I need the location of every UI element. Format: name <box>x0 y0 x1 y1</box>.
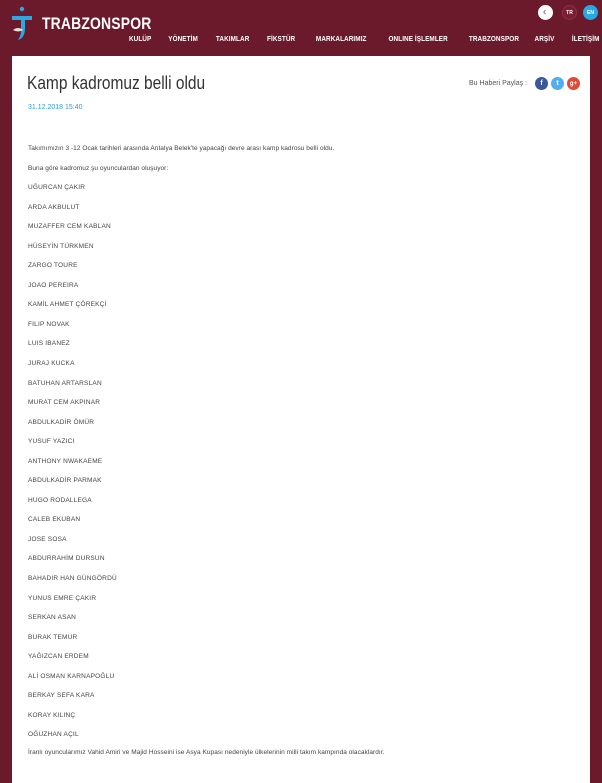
article-date: 31.12.2018 15:40 <box>28 104 83 111</box>
lang-tr-button[interactable]: TR <box>562 5 577 20</box>
player-list-item: CALEB EKUBAN <box>28 516 81 524</box>
player-list-item: KAMİL AHMET ÇÖREKÇİ <box>28 301 107 309</box>
nav-item-yonetim[interactable]: YÖNETİM <box>168 34 199 43</box>
facebook-share-icon[interactable]: f <box>535 77 548 90</box>
player-list-item: ABDULKADİR PARMAK <box>28 477 102 485</box>
player-list-item: MURAT CEM AKPINAR <box>28 399 101 407</box>
player-list-item: YAĞIZCAN ERDEM <box>28 653 89 661</box>
lang-en-button[interactable]: EN <box>583 5 598 20</box>
site-header <box>0 0 602 56</box>
nav-item-markalarimiz[interactable]: MARKALARIMIZ <box>315 34 367 43</box>
player-list-item: JOSE SOSA <box>28 535 67 543</box>
club-crest-icon <box>10 6 34 42</box>
player-list-item: YUSUF YAZICI <box>28 438 75 446</box>
player-list-item: JURAJ KUCKA <box>28 359 75 367</box>
article-footer: İranlı oyuncularımız Vahid Amiri ve Majid Hosseini ise Asya Kupası nedeniyle ülkelerinin milli takım kampında olacaklardır. <box>28 749 385 756</box>
article-intro: Takımımızın 3 -12 Ocak tarihleri arasında Antalya Belek'te yapacağı devre arası kamp kadrosu belli oldu. <box>28 145 335 152</box>
player-list-item: ABDURRAHİM DURSUN <box>28 555 105 563</box>
nav-item-fikstur[interactable]: FİKSTÜR <box>266 34 295 43</box>
share-label: Bu Haberi Paylaş : <box>469 80 527 87</box>
player-list-item: HÜSEYİN TÜRKMEN <box>28 242 94 250</box>
player-list-item: UĞURCAN ÇAKIR <box>28 184 86 191</box>
player-list-item: ABDULKADİR ÖMÜR <box>28 418 95 426</box>
player-list-item: ARDA AKBULUT <box>28 203 80 211</box>
article-lead: Buna göre kadromuz şu oyunculardan oluşuyor: <box>28 165 169 172</box>
player-list-item: MUZAFFER CEM KABLAN <box>28 223 111 231</box>
player-list-item: SERKAN ASAN <box>28 614 77 622</box>
share-bar <box>469 77 580 90</box>
player-list-item: KORAY KILINÇ <box>28 711 76 719</box>
player-list-item: ANTHONY NWAKAEME <box>28 457 103 465</box>
logo-text: TRABZONSPOR <box>42 14 152 33</box>
nav-item-kulup[interactable]: KULÜP <box>128 34 152 43</box>
main-nav <box>113 34 599 43</box>
player-list-item: ZARGO TOURE <box>28 262 78 270</box>
player-list-item: BERKAY SEFA KARA <box>28 692 95 700</box>
nav-item-takimlar[interactable]: TAKIMLAR <box>216 34 250 43</box>
nav-item-iletisim[interactable]: İLETİŞİM <box>571 34 599 43</box>
article-title: Kamp kadromuz belli oldu <box>27 73 206 93</box>
player-list-item: BAHADIR HAN GÜNGÖRDÜ <box>28 575 117 582</box>
nav-item-arsiv[interactable]: ARŞİV <box>534 34 555 43</box>
google-plus-share-icon[interactable]: g+ <box>567 77 580 90</box>
article-panel <box>12 56 590 783</box>
player-list-item: FILIP NOVAK <box>28 320 70 328</box>
nav-item-online-islemler[interactable]: ONLINE İŞLEMLER <box>388 34 449 43</box>
player-list-item: ALİ OSMAN KARNAPOĞLU <box>28 672 115 680</box>
twitter-share-icon[interactable]: t <box>551 77 564 90</box>
player-list-item: JOAO PEREIRA <box>28 281 79 289</box>
player-list-item: LUIS IBANEZ <box>28 340 70 348</box>
player-list-item: HUGO RODALLEGA <box>28 496 92 504</box>
player-list-item: BURAK TEMUR <box>28 633 78 641</box>
player-list-item: OĞUZHAN AÇIL <box>28 731 79 739</box>
player-list-item: BATUHAN ARTARSLAN <box>28 379 102 387</box>
player-list-item: YUNUS EMRE ÇAKIR <box>28 594 97 602</box>
lang-flag-button[interactable]: ☾ <box>538 5 553 20</box>
nav-item-trabzonspor[interactable]: TRABZONSPOR <box>468 34 520 43</box>
